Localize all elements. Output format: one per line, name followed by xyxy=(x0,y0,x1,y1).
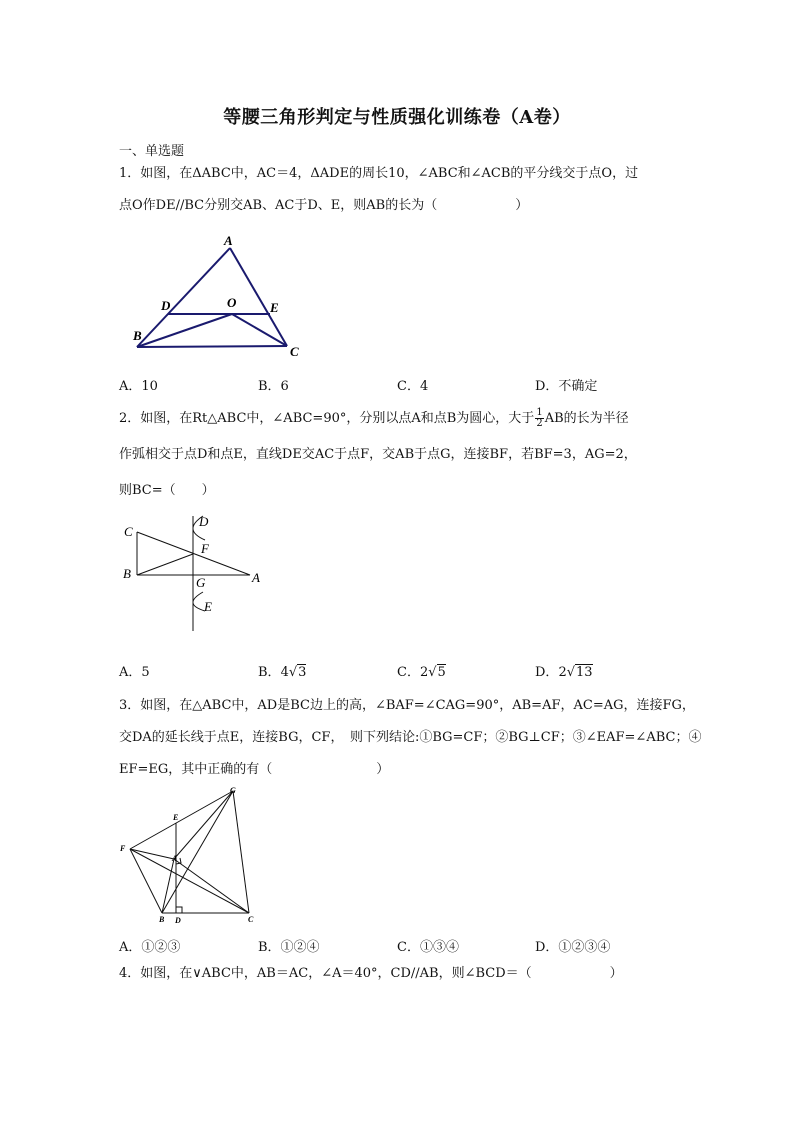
question-4-line-1: 4．如图，在∨ABC中，AB＝AC，∠A＝40°，CD//AB，则∠BCD＝（ ） xyxy=(119,966,623,981)
q1-option-d[interactable]: D．不确定 xyxy=(535,379,598,394)
q2-label-a: A xyxy=(252,570,260,585)
question-3-line-3: EF=EG，其中正确的有（ ） xyxy=(119,762,390,777)
q1-label-b: B xyxy=(133,328,142,343)
q2-label-d: D xyxy=(199,514,209,529)
q2-option-d-radicand: 13 xyxy=(576,665,593,680)
page-title: 等腰三角形判定与性质强化训练卷（A卷） xyxy=(223,107,571,128)
question-2 xyxy=(119,401,689,509)
q2-option-a[interactable]: A．5 xyxy=(119,665,150,680)
q1-option-b[interactable]: B．6 xyxy=(258,379,289,394)
q2-option-c-radicand: 5 xyxy=(437,665,446,680)
q2-option-b[interactable]: B．4√3 xyxy=(258,665,307,680)
q3-label-b: B xyxy=(159,915,165,924)
question-1-figure xyxy=(130,228,310,363)
fraction-denominator: 2 xyxy=(536,418,543,429)
q3-label-f: F xyxy=(120,844,126,853)
q1-label-e: E xyxy=(270,300,279,315)
q2-option-b-radicand: 3 xyxy=(298,665,307,680)
q2-label-e: E xyxy=(204,599,212,614)
question-2-line-2: 作弧相交于点D和点E，直线DE交AC于点F，交AB于点G，连接BF，若BF=3，AG=2， xyxy=(119,447,637,462)
question-2-line-1 xyxy=(119,401,689,437)
q3-label-c: C xyxy=(248,915,254,924)
q1-label-c: C xyxy=(290,344,299,359)
question-1-line-1: 1．如图，在ΔABC中，AC＝4，ΔADE的周长10，∠ABC和∠ACB的平分线交于点O，过 xyxy=(119,166,639,181)
q1-label-a: A xyxy=(224,233,233,248)
fraction-one-half xyxy=(535,408,543,429)
q3-option-c[interactable]: C．①③④ xyxy=(397,940,459,955)
q1-option-c[interactable]: C．4 xyxy=(397,379,429,394)
question-4 xyxy=(119,958,689,990)
q2-option-c-coef: 2 xyxy=(419,665,429,680)
q2-label-f: F xyxy=(201,541,209,556)
fraction-numerator: 1 xyxy=(536,407,543,418)
q2-option-c-letter: C． xyxy=(397,665,420,680)
q2-label-g: G xyxy=(196,575,206,590)
q2-label-c: C xyxy=(124,524,133,539)
question-3-figure xyxy=(116,785,266,925)
q2-option-c[interactable]: C．2√5 xyxy=(397,665,446,680)
question-1 xyxy=(119,158,689,222)
q3-label-e: E xyxy=(173,813,179,822)
q3-option-a[interactable]: A．①②③ xyxy=(119,940,181,955)
section-heading: 一、单选题 xyxy=(119,144,185,159)
q2-option-b-coef: 4 xyxy=(280,665,289,680)
question-2-line-1-pre: 2．如图，在Rt△ABC中，∠ABC=90°，分别以点A和点B为圆心，大于 xyxy=(119,411,535,426)
q3-option-b[interactable]: B．①②④ xyxy=(258,940,320,955)
q2-option-b-letter: B． xyxy=(258,665,281,680)
question-3 xyxy=(119,690,702,786)
question-2-line-1-post: AB的长为半径 xyxy=(544,411,629,426)
question-3-line-1: 3．如图，在△ABC中，AD是BC边上的高，∠BAF=∠CAG=90°，AB=AF，AC=AG，连接FG， xyxy=(119,698,695,713)
q3-label-d: D xyxy=(175,916,181,925)
q2-option-d[interactable]: D．2√13 xyxy=(535,665,593,680)
q1-option-a[interactable]: A．10 xyxy=(119,379,158,394)
q2-option-d-letter: D． xyxy=(535,665,559,680)
question-3-line-2: 交DA的延长线于点E，连接BG，CF， 则下列结论:①BG=CF；②BG⊥CF；③∠EAF=∠ABC；④ xyxy=(119,730,702,745)
q2-option-d-coef: 2 xyxy=(558,665,567,680)
question-1-line-2: 点O作DE//BC分别交AB、AC于D、E，则AB的长为（ ） xyxy=(119,198,529,213)
q3-label-g: G xyxy=(230,786,236,795)
question-2-figure xyxy=(118,508,278,633)
q1-label-o: O xyxy=(227,295,237,310)
q3-option-d[interactable]: D．①②③④ xyxy=(535,940,611,955)
q1-label-d: D xyxy=(161,298,171,313)
question-2-line-3: 则BC=（ ） xyxy=(119,483,215,498)
q3-label-a: A xyxy=(172,854,178,863)
q2-label-b: B xyxy=(123,566,131,581)
